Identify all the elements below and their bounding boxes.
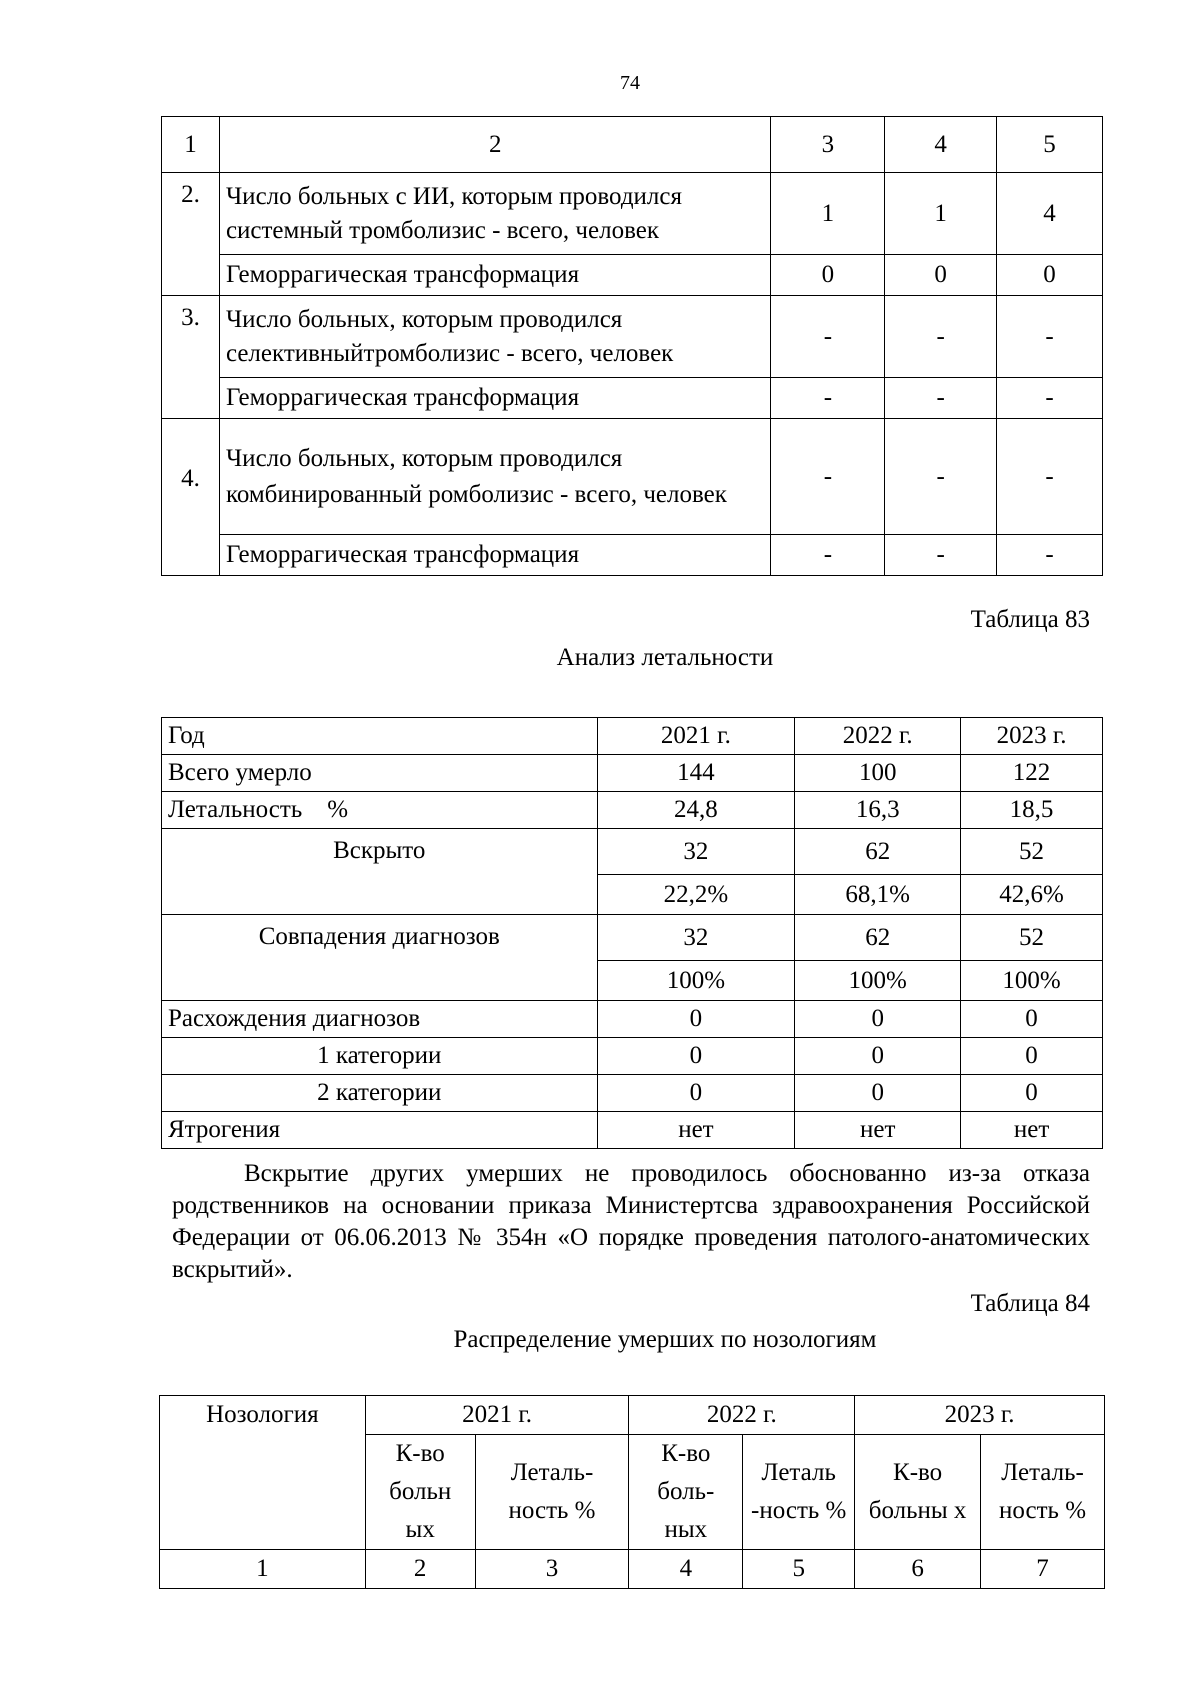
column-number: 4	[629, 1550, 743, 1589]
column-number: 5	[743, 1550, 855, 1589]
header-cell: 2022 г.	[795, 718, 961, 755]
row-label: 1 категории	[162, 1038, 598, 1075]
cell-value: -	[997, 535, 1103, 576]
header-cell: Нозология	[160, 1396, 366, 1550]
table-row	[162, 1075, 1103, 1112]
cell-value: 0	[795, 1001, 961, 1038]
row-label: Летальность %	[162, 792, 598, 829]
header-cell: 1	[162, 117, 220, 173]
table-row	[162, 378, 1103, 419]
cell-value: 0	[961, 1075, 1103, 1112]
cell-value: -	[771, 378, 885, 419]
subheader-cell: К-во больны х	[855, 1435, 981, 1550]
table-row	[162, 419, 1103, 535]
subheader-cell: Леталь- ность %	[475, 1435, 629, 1550]
header-cell: 5	[997, 117, 1103, 173]
cell-value: 0	[597, 1075, 795, 1112]
header-cell: 2023 г.	[961, 718, 1103, 755]
table-numbering-row	[160, 1550, 1105, 1589]
table-row	[162, 755, 1103, 792]
column-number: 3	[475, 1550, 629, 1589]
row-label: Вскрыто	[162, 829, 598, 915]
cell-value: 4	[997, 173, 1103, 255]
table-84	[159, 1395, 1105, 1589]
row-number: 2.	[162, 173, 220, 296]
cell-value: 0	[771, 255, 885, 296]
row-label: Расхождения диагнозов	[162, 1001, 598, 1038]
cell-value: 0	[885, 255, 997, 296]
table-header-row	[162, 718, 1103, 755]
table-83-caption: Таблица 83	[970, 606, 1090, 633]
row-label: Ятрогения	[162, 1112, 598, 1149]
table-row	[162, 535, 1103, 576]
header-cell: 2	[219, 117, 771, 173]
header-cell-year: 2021 г.	[365, 1396, 629, 1435]
cell-value: -	[771, 535, 885, 576]
cell-value: 62	[795, 829, 961, 875]
cell-value: 62	[795, 915, 961, 961]
cell-value: -	[885, 378, 997, 419]
cell-value: нет	[597, 1112, 795, 1149]
header-cell-year: 2022 г.	[629, 1396, 855, 1435]
header-cell-year: 2023 г.	[855, 1396, 1105, 1435]
column-number: 7	[981, 1550, 1105, 1589]
header-cell: 4	[885, 117, 997, 173]
cell-value: 100%	[597, 961, 795, 1001]
subheader-cell: К-во больн ых	[365, 1435, 475, 1550]
table-84-caption: Таблица 84	[970, 1290, 1090, 1317]
table-row	[162, 915, 1103, 961]
cell-value: нет	[795, 1112, 961, 1149]
row-label: Геморрагическая трансформация	[219, 378, 771, 419]
cell-value: 68,1%	[795, 875, 961, 915]
cell-value: 100%	[795, 961, 961, 1001]
cell-value: 52	[961, 829, 1103, 875]
cell-value: 22,2%	[597, 875, 795, 915]
row-label: Число больных, которым проводился селективныйтромболизис - всего, человек	[219, 296, 771, 378]
row-label: Геморрагическая трансформация	[219, 535, 771, 576]
paragraph-text: Вскрытие других умерших не проводилось обоснованно из-за отказа родственников на основании приказа Министертсва здравоохранения Российской Федерации от 06.06.2013 № 354н «О порядке проведения патолого-анатомических вскрытий».	[172, 1160, 1090, 1283]
table-header-row	[160, 1396, 1105, 1435]
row-label: Геморрагическая трансформация	[219, 255, 771, 296]
cell-value: 24,8	[597, 792, 795, 829]
cell-value: -	[997, 296, 1103, 378]
row-label: Всего умерло	[162, 755, 598, 792]
cell-value: 52	[961, 915, 1103, 961]
row-number: 4.	[162, 419, 220, 576]
subheader-cell: Леталь- ность %	[981, 1435, 1105, 1550]
column-number: 1	[160, 1550, 366, 1589]
row-label: Число больных с ИИ, которым проводился системный тромболизис - всего, человек	[219, 173, 771, 255]
cell-value: 122	[961, 755, 1103, 792]
cell-value: -	[771, 419, 885, 535]
table-row	[162, 1112, 1103, 1149]
cell-value: нет	[961, 1112, 1103, 1149]
table-row	[162, 1001, 1103, 1038]
cell-value: 1	[885, 173, 997, 255]
cell-value: 0	[795, 1075, 961, 1112]
cell-value: 144	[597, 755, 795, 792]
column-number: 6	[855, 1550, 981, 1589]
continued-table	[161, 116, 1103, 576]
table-row	[162, 255, 1103, 296]
table-84-title: Распределение умерших по нозологиям	[453, 1326, 877, 1353]
header-cell: Год	[162, 718, 598, 755]
cell-value: 0	[997, 255, 1103, 296]
cell-value: -	[997, 378, 1103, 419]
table-row	[162, 792, 1103, 829]
header-cell: 2021 г.	[597, 718, 795, 755]
cell-value: 0	[597, 1001, 795, 1038]
table-83-title: Анализ летальности	[556, 644, 774, 671]
row-number: 3.	[162, 296, 220, 419]
cell-value: -	[771, 296, 885, 378]
cell-value: 0	[597, 1038, 795, 1075]
cell-value: 16,3	[795, 792, 961, 829]
cell-value: 32	[597, 829, 795, 875]
cell-value: -	[885, 296, 997, 378]
cell-value: -	[885, 419, 997, 535]
cell-value: -	[997, 419, 1103, 535]
subheader-cell: К-во боль- ных	[629, 1435, 743, 1550]
body-paragraph	[172, 1158, 1090, 1286]
cell-value: 100%	[961, 961, 1103, 1001]
header-cell: 3	[771, 117, 885, 173]
table-row	[162, 296, 1103, 378]
subheader-cell: Леталь -ность %	[743, 1435, 855, 1550]
row-label: Совпадения диагнозов	[162, 915, 598, 1001]
cell-value: 100	[795, 755, 961, 792]
column-number: 2	[365, 1550, 475, 1589]
cell-value: 42,6%	[961, 875, 1103, 915]
cell-value: 1	[771, 173, 885, 255]
page-number: 74	[620, 72, 640, 94]
table-row	[162, 829, 1103, 875]
cell-value: 0	[961, 1038, 1103, 1075]
table-header-row	[162, 117, 1103, 173]
cell-value: 0	[961, 1001, 1103, 1038]
row-label: Число больных, которым проводился комбинированный ромболизис - всего, человек	[219, 419, 771, 535]
table-row	[162, 1038, 1103, 1075]
row-label: 2 категории	[162, 1075, 598, 1112]
table-83	[161, 717, 1103, 1149]
table-row	[162, 173, 1103, 255]
cell-value: -	[885, 535, 997, 576]
cell-value: 0	[795, 1038, 961, 1075]
cell-value: 18,5	[961, 792, 1103, 829]
cell-value: 32	[597, 915, 795, 961]
